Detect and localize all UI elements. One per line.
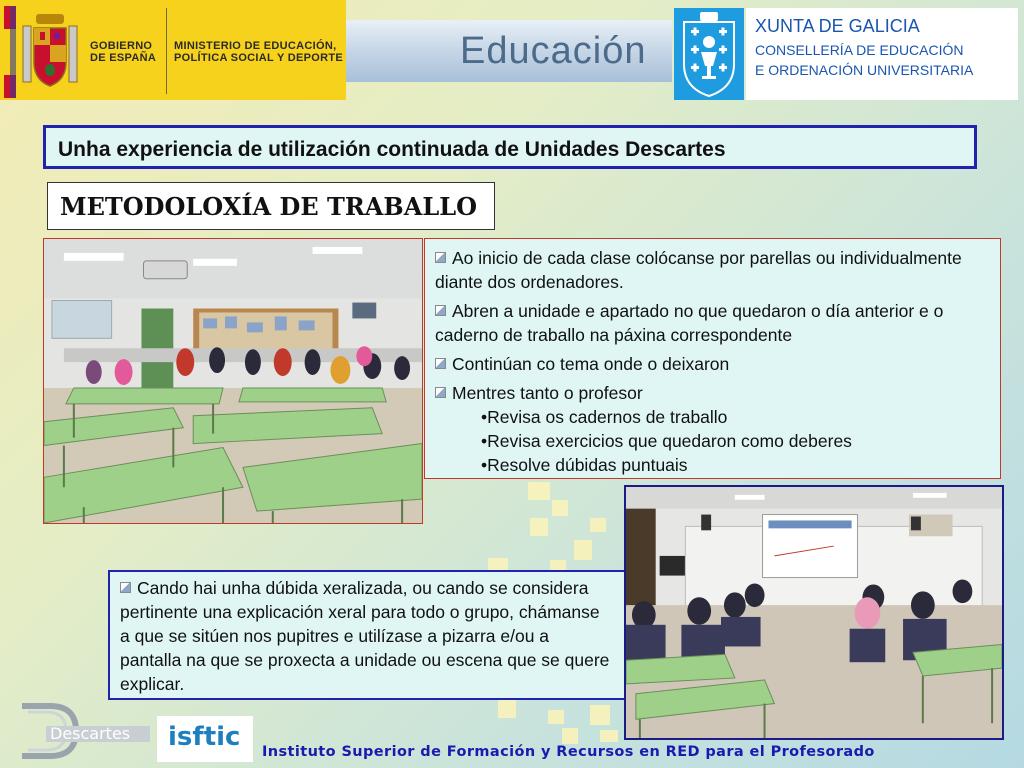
- list-item: Ao inicio de cada clase colócanse por parellas ou individualmente diante dos ordenadores.: [435, 248, 962, 292]
- sub-list-item: • Resolve dúbidas puntuais: [481, 453, 990, 477]
- xunta-title: XUNTA DE GALICIA: [755, 16, 920, 36]
- header-divider: [166, 8, 167, 94]
- bullet-icon: [435, 387, 446, 398]
- bullet-icon: [435, 305, 446, 316]
- slide-title: Unha experiencia de utilización continuada de Unidades Descartes: [43, 125, 977, 169]
- coat-of-arms-icon: [20, 12, 80, 90]
- list-item: Mentres tanto o profesor: [435, 381, 990, 405]
- list-item: Continúan co tema onde o deixaron: [435, 352, 990, 376]
- classroom-projector-photo: [624, 485, 1004, 740]
- bullet-icon: [435, 252, 446, 263]
- bullet-icon: [435, 358, 446, 369]
- conselleria-line-2: E ORDENACIÓN UNIVERSITARIA: [755, 62, 974, 78]
- descartes-logo-icon: [16, 700, 154, 762]
- gobierno-label: GOBIERNO DE ESPAÑA: [90, 40, 157, 64]
- section-heading: METODOLOXÍA DE TRABALLO: [47, 182, 495, 230]
- sub-list-item: • Revisa exercicios que quedaron como deberes: [481, 429, 990, 453]
- sub-list-item: • Revisa os cadernos de traballo: [481, 405, 990, 429]
- ministerio-label: MINISTERIO DE EDUCACIÓN, POLÍTICA SOCIAL Y DEPORTE: [174, 40, 344, 64]
- classroom-computers-photo: [43, 238, 423, 524]
- conselleria-line-1: CONSELLERÍA DE EDUCACIÓN: [755, 42, 964, 58]
- list-item: Abren a unidade e apartado no que quedaron o día anterior e o caderno de traballo na páxina correspondente: [435, 301, 944, 345]
- flag-stripe: [10, 6, 16, 98]
- institute-footer: Instituto Superior de Formación y Recursos en RED para el Profesorado: [262, 744, 875, 760]
- explanation-text: Cando hai unha dúbida xeralizada, ou cando se considera pertinente una explicación xeral para todo o grupo, chámanse a que se sitúen nos pupitres e utilízase a pizarra e/ou a pantalla na que se proxecta a unidade ou escena que se quere explicar.: [120, 578, 610, 694]
- descartes-wordmark: Descartes: [50, 724, 131, 743]
- isftic-wordmark: isftic: [168, 722, 241, 752]
- bullet-icon: [120, 582, 131, 593]
- explanation-panel: [108, 570, 626, 700]
- educacion-wordmark: Educación: [460, 30, 647, 72]
- method-steps-panel: [424, 238, 1001, 479]
- xunta-shield-icon: [674, 8, 744, 100]
